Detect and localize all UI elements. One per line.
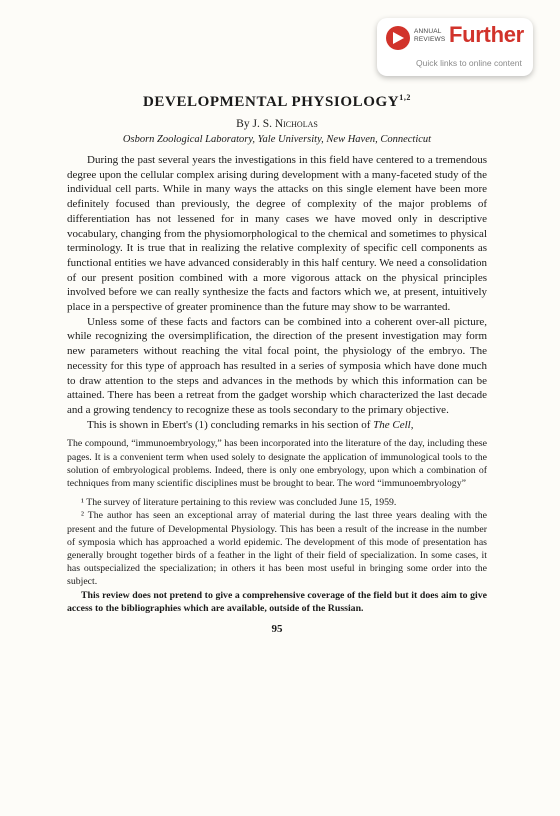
body-paragraph-1: During the past several years the investigations in this field have centered to a tremendous degree upon the cellular complex arising during development with a many-faceted study of the individual cell parts. While in many ways the attacks on this single element have been more definitely focused than previously, the degree of complexity of the major problems of differentiation has not lessened for in many cases we have moved only in descriptive vocabulary, changing from the physiomorphological to the chemical and sometimes to physical terminology. It is true that in realizing the relative complexity of specific cell components as functional entities we have advanced considerably in this half century. We need a consolidation of our present position combined with a more vigorous attack on the physical principles involved before we can really synthesize the facts and factors which we, at present, intuitively place in a perspective of greater prominence than the future may show to be warranted. [67,154,487,314]
footnotes [67,496,487,615]
inserted-note [67,437,487,490]
page-number: 95 [271,623,283,635]
author-name: J. S. Nicholas [252,118,318,130]
banner-further: Further [449,22,524,47]
footnote-2: ² The author has seen an exceptional array of material during the last three years dealing with the present and the future of Developmental Physiology. This has been a result of the increase in the number of symposia which has approached a world epidemic. The development of this mode of presentation has generally brought together birds of a feather in the light of their field of specialization. In some cases, it has outspecialized the specialization; in others it has been most useful in bringing some order into the subject. [67,510,487,588]
cited-book-title: The Cell, [373,418,414,431]
body-paragraph-3: This is shown in Ebert's (1) concluding remarks in his section of The Cell, [87,418,414,431]
footnote-1: ¹ The survey of literature pertaining to this review was concluded June 15, 1959. [81,497,397,509]
banner-subtitle: Quick links to online content [416,58,522,68]
note-paragraph: The compound, “immunoembryology,” has been incorporated into the literature of the day, including these pages. It is a convenient term when used solely to designate the application of immunological tools to the solution of embryological problems. Indeed, there is only one embryology, upon which a combination of techniques from many scientific disciplines must be brought to bear. The word “immunoembryology” [67,438,487,489]
footnote-3: This review does not pretend to give a comprehensive coverage of the field but it does aim to give access to the bibliographies which are available, outside of the Russian. [67,589,487,614]
author-line [67,116,487,132]
article-title: DEVELOPMENTAL PHYSIOLOGY$^{1,2}$ [142,93,412,110]
banner-publisher: ANNUAL REVIEWS [414,28,446,43]
title-footnote-marks: 1,2 [399,93,412,102]
affiliation: Osborn Zoological Laboratory, Yale University, New Haven, Connecticut [122,134,432,145]
author-prefix: By [236,118,250,130]
body-paragraph-2: Unless some of these facts and factors can be combined into a coherent over-all picture, while recognizing the oversimplification, the direction of the present investigation may form new parameters without reaching the vital focal point, the physiology of the embryo. The necessity for this type of approach has resulted in a series of symposia which have done much to draw attention to the steps and advances in the methods by which this information can be attained. There has been a retreat from the gadget worship which characterized the last decade and a growing tendency to recognize these as tools secondary to the primary objective. [67,315,487,416]
article-body [67,153,487,432]
further-banner[interactable] [377,18,533,76]
article-page [67,88,487,635]
play-logo-icon [386,26,410,50]
